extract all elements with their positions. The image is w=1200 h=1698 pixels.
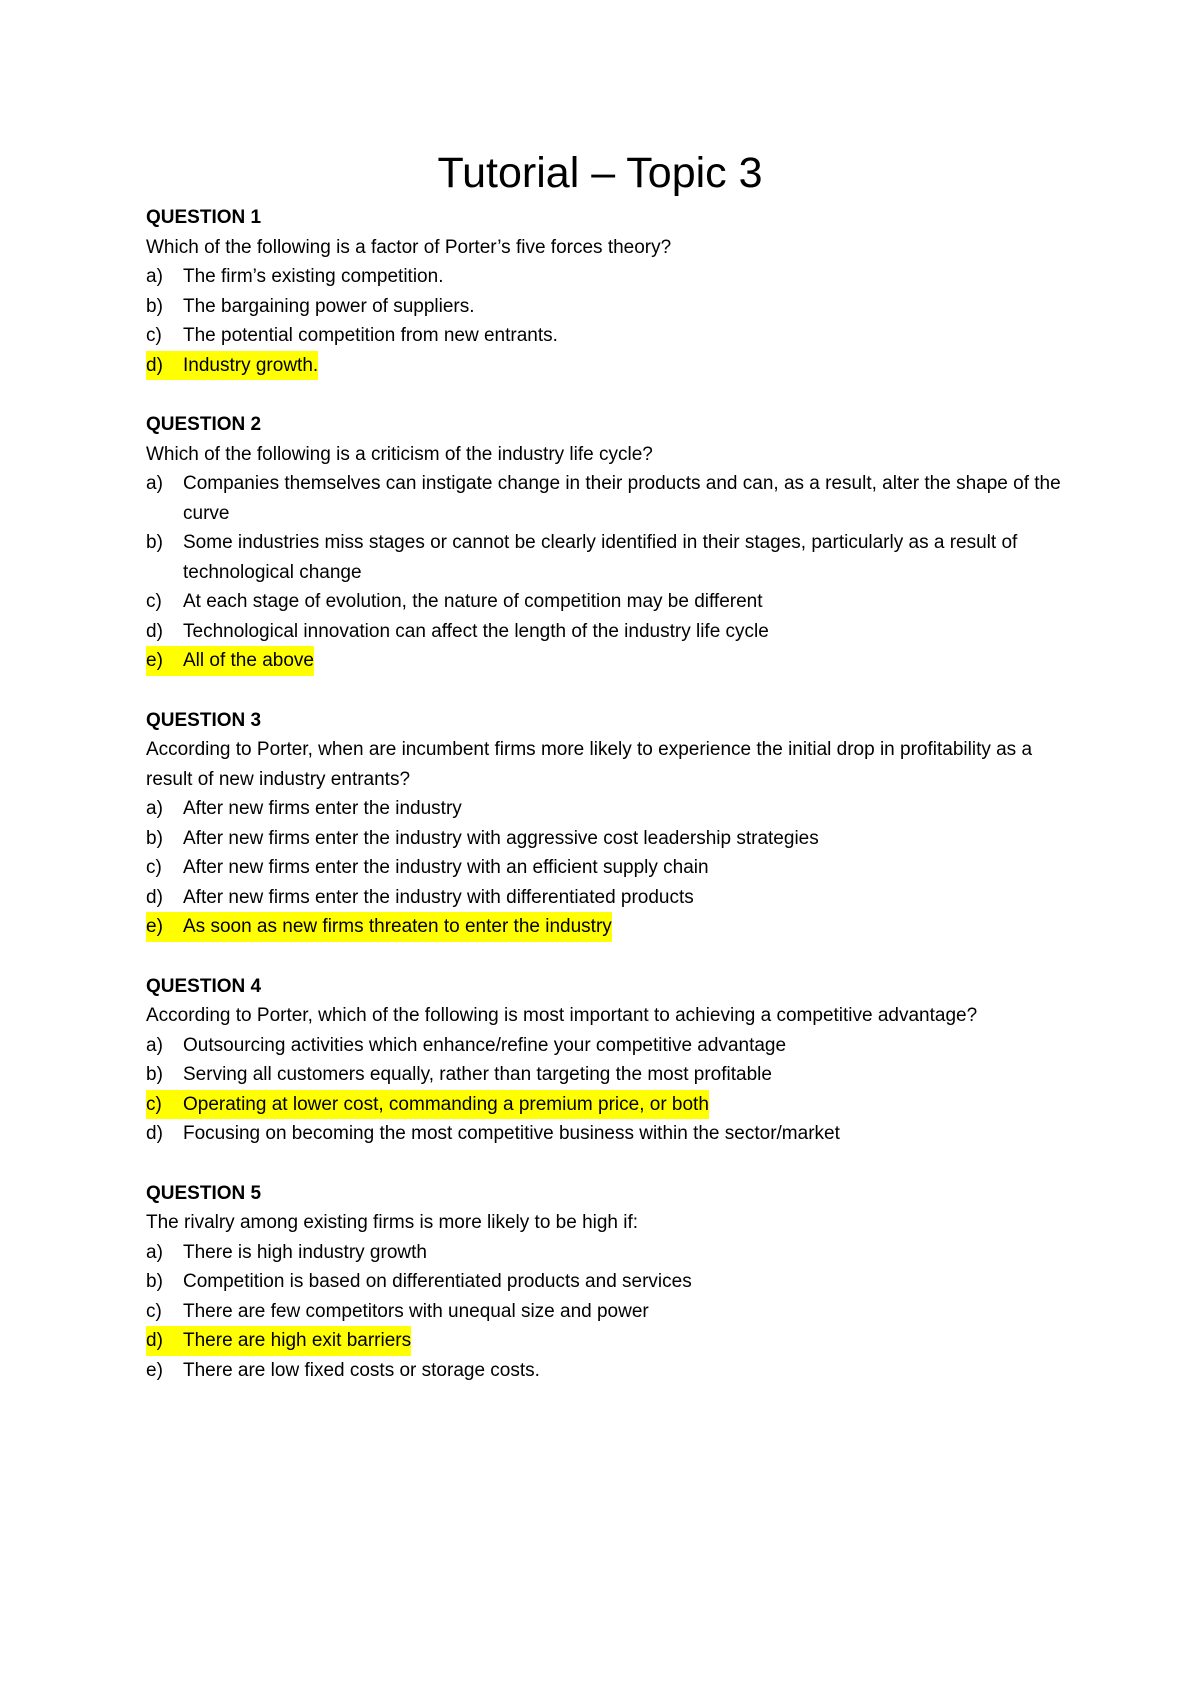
question-text: Which of the following is a criticism of the industry life cycle? <box>146 443 653 465</box>
option-b <box>146 1267 1076 1297</box>
option-letter: a) <box>146 798 163 819</box>
option-a <box>146 1238 1076 1268</box>
option-a <box>146 1031 1076 1061</box>
option-text: The bargaining power of suppliers. <box>183 295 475 317</box>
question-heading: QUESTION 3 <box>146 709 262 731</box>
option-list <box>146 262 1076 380</box>
option-letter: b) <box>146 827 163 849</box>
option-c <box>146 1090 709 1120</box>
option-text: After new firms enter the industry with aggressive cost leadership strategies <box>183 827 819 849</box>
option-text: Some industries miss stages or cannot be clearly identified in their stages, particularly as a result of technological change <box>183 532 1018 583</box>
question-4 <box>146 972 1076 1149</box>
option-letter: d) <box>146 1326 183 1356</box>
option-c <box>146 1297 1076 1327</box>
question-3 <box>146 706 1076 942</box>
option-text: Companies themselves can instigate change in their products and can, as a result, alter the shape of the curve <box>183 473 1061 524</box>
option-text: Focusing on becoming the most competitive business within the sector/market <box>183 1123 840 1144</box>
option-text: At each stage of evolution, the nature of competition may be different <box>183 591 763 612</box>
option-list <box>146 794 1076 942</box>
option-letter: e) <box>146 912 183 942</box>
option-e <box>146 912 612 942</box>
option-d <box>146 351 318 381</box>
option-c <box>146 321 1076 351</box>
option-letter: a) <box>146 1241 163 1263</box>
option-letter: e) <box>146 1359 163 1381</box>
option-letter: a) <box>146 1034 163 1056</box>
option-text: Technological innovation can affect the length of the industry life cycle <box>183 620 769 642</box>
option-letter: c) <box>146 1090 183 1120</box>
question-heading: QUESTION 1 <box>146 207 262 228</box>
option-d <box>146 1326 411 1356</box>
option-b <box>146 1060 1076 1090</box>
option-text: There is high industry growth <box>183 1241 427 1263</box>
option-list <box>146 1238 1076 1386</box>
option-a <box>146 794 1076 824</box>
option-text: Operating at lower cost, commanding a premium price, or both <box>183 1090 709 1120</box>
option-letter: a) <box>146 266 163 287</box>
option-letter: d) <box>146 1123 163 1144</box>
option-text: There are low fixed costs or storage costs. <box>183 1359 540 1381</box>
question-text: The rivalry among existing firms is more likely to be high if: <box>146 1212 639 1233</box>
question-1 <box>146 203 1076 380</box>
option-letter: a) <box>146 473 163 494</box>
option-text: There are few competitors with unequal size and power <box>183 1300 649 1322</box>
option-text: All of the above <box>183 646 314 676</box>
option-text: After new firms enter the industry with an efficient supply chain <box>183 857 709 878</box>
option-letter: d) <box>146 620 163 642</box>
option-text: There are high exit barriers <box>183 1326 411 1356</box>
option-c <box>146 587 1076 617</box>
option-b <box>146 824 1076 854</box>
question-text: According to Porter, when are incumbent firms more likely to experience the initial drop in profitability as a result of new industry entrants? <box>146 739 1033 790</box>
question-heading: QUESTION 5 <box>146 1182 262 1204</box>
question-2 <box>146 410 1076 676</box>
option-letter: b) <box>146 1064 163 1085</box>
page-title: Tutorial – Topic 3 <box>437 149 763 197</box>
option-letter: c) <box>146 1300 162 1322</box>
option-text: The potential competition from new entrants. <box>183 325 558 346</box>
option-letter: e) <box>146 646 183 676</box>
option-b <box>146 292 1076 322</box>
option-letter: b) <box>146 295 163 317</box>
option-letter: c) <box>146 857 162 878</box>
option-letter: b) <box>146 532 163 553</box>
option-letter: d) <box>146 886 163 908</box>
option-letter: c) <box>146 591 162 612</box>
option-text: Outsourcing activities which enhance/refine your competitive advantage <box>183 1034 787 1056</box>
option-text: Competition is based on differentiated products and services <box>183 1271 692 1292</box>
option-text: After new firms enter the industry <box>183 798 462 819</box>
option-letter: c) <box>146 325 162 346</box>
option-text: The firm’s existing competition. <box>183 266 444 287</box>
question-text: Which of the following is a factor of Porter’s five forces theory? <box>146 236 672 258</box>
option-text: Industry growth. <box>183 351 318 381</box>
option-e <box>146 646 314 676</box>
option-e <box>146 1356 1076 1386</box>
question-5 <box>146 1179 1076 1386</box>
option-list <box>146 469 1076 676</box>
question-heading: QUESTION 4 <box>146 975 262 997</box>
option-text: As soon as new firms threaten to enter the industry <box>183 912 612 942</box>
question-text: According to Porter, which of the following is most important to achieving a competitive advantage? <box>146 1005 978 1026</box>
question-heading: QUESTION 2 <box>146 414 262 435</box>
option-c <box>146 853 1076 883</box>
option-d <box>146 883 1076 913</box>
option-letter: d) <box>146 351 183 381</box>
option-text: After new firms enter the industry with differentiated products <box>183 886 694 908</box>
option-letter: b) <box>146 1271 163 1292</box>
option-b <box>146 528 1076 587</box>
option-list <box>146 1031 1076 1149</box>
option-a <box>146 262 1076 292</box>
question-list <box>146 203 1076 1415</box>
option-d <box>146 617 1076 647</box>
option-a <box>146 469 1076 528</box>
option-d <box>146 1119 1076 1149</box>
option-text: Serving all customers equally, rather than targeting the most profitable <box>183 1064 772 1085</box>
